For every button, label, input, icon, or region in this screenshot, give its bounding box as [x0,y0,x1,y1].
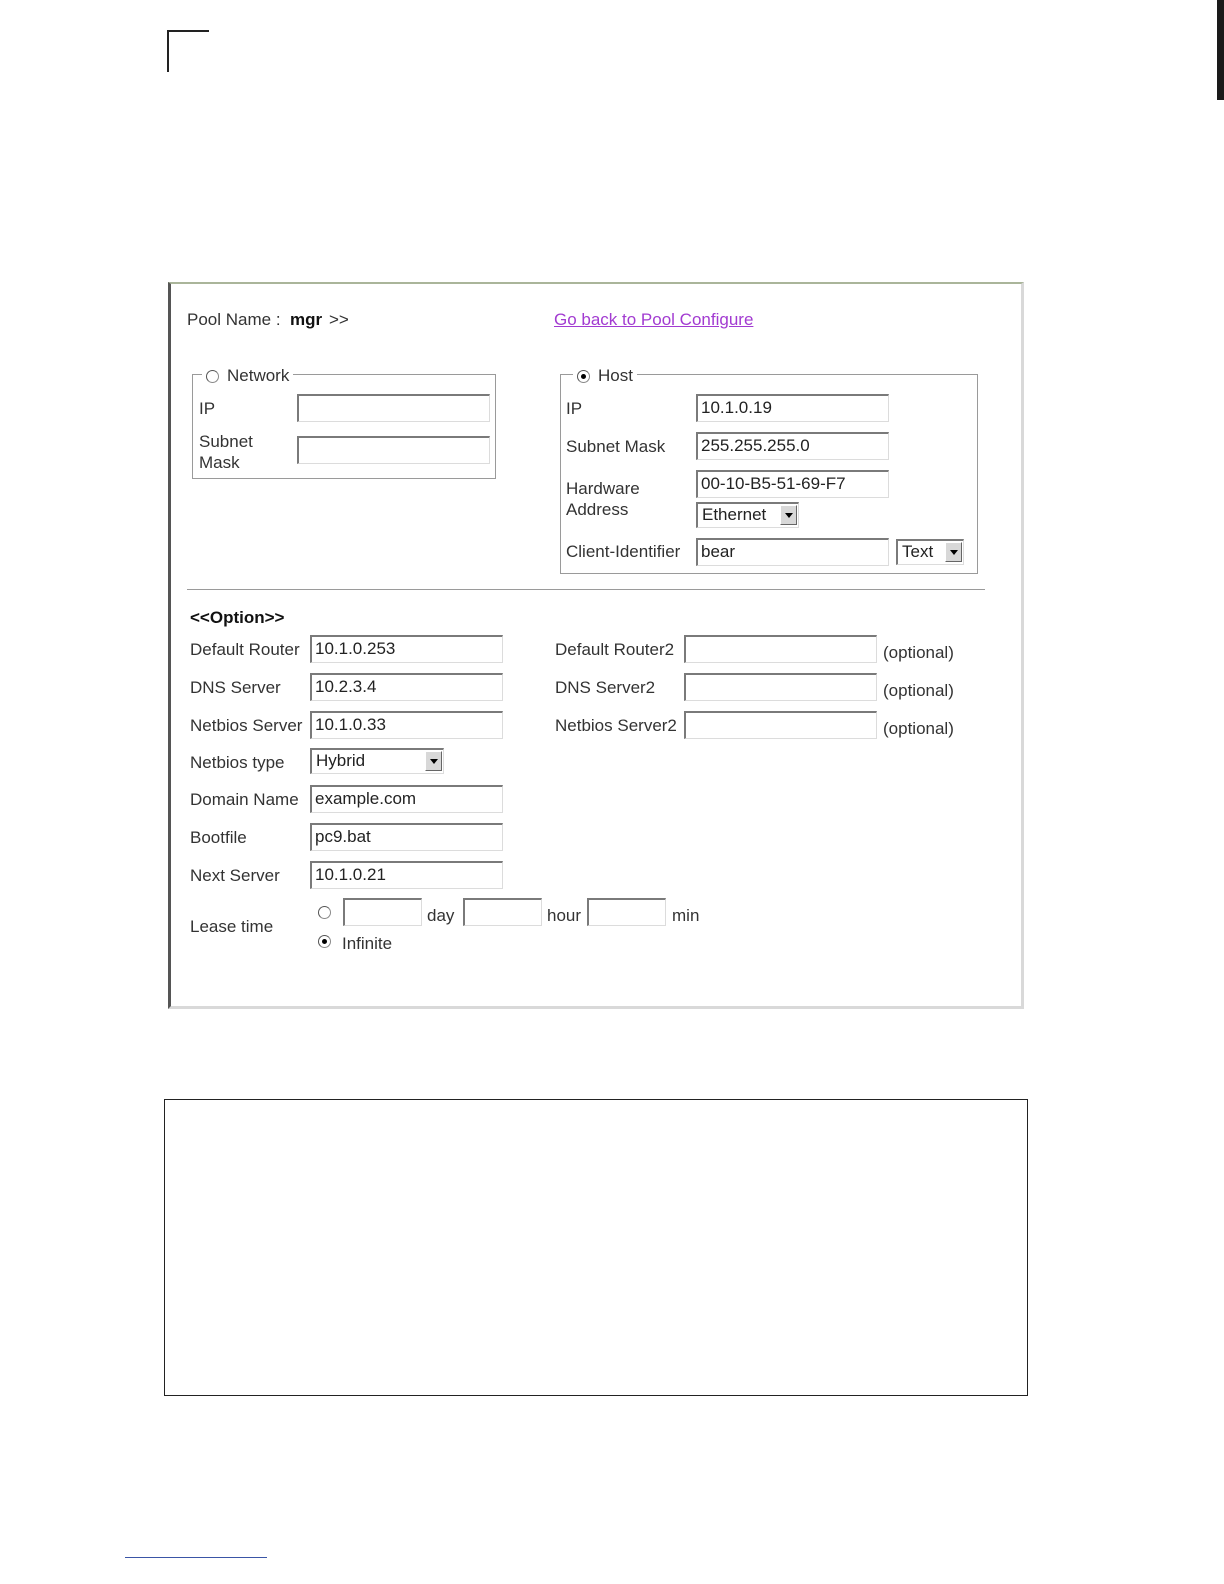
footer-rule [125,1557,267,1558]
network-legend-label: Network [227,366,290,385]
default-router2-label: Default Router2 [555,640,675,659]
lease-infinite-radio[interactable] [318,935,331,948]
network-subnet-label-1: Subnet [199,432,253,451]
host-client-id-label: Client-Identifier [566,542,681,561]
dns-server2-optional: (optional) [883,681,954,700]
bootfile-input[interactable]: pc9.bat [310,823,503,851]
section-divider [187,589,985,591]
host-client-id-type-select[interactable] [896,539,964,565]
netbios-type-value: Hybrid [316,751,366,770]
host-hw-label-1: Hardware [566,479,640,498]
netbios-type-label: Netbios type [190,753,285,772]
netbios-server2-input[interactable] [684,711,877,739]
lease-day-label: day [427,906,455,925]
default-router-input[interactable]: 10.1.0.253 [310,635,503,663]
option-header: <<Option>> [190,608,285,627]
lease-time-label: Lease time [190,917,274,936]
lease-hour-label: hour [547,906,582,925]
crop-mark-vertical [167,30,169,72]
dhcp-pool-config-panel [168,282,1024,1009]
host-subnet-input[interactable]: 255.255.255.0 [696,432,889,460]
dns-server-label: DNS Server [190,678,281,697]
network-subnet-label-2: Mask [199,453,240,472]
next-server-input[interactable]: 10.1.0.21 [310,861,503,889]
domain-name-input[interactable]: example.com [310,785,503,813]
host-hw-type-value: Ethernet [702,505,767,524]
lease-timed-radio[interactable] [318,906,331,919]
dns-server2-input[interactable] [684,673,877,701]
pool-name-value: mgr [290,310,323,329]
netbios-server2-label: Netbios Server2 [555,716,677,735]
host-ip-input[interactable]: 10.1.0.19 [696,394,889,422]
go-back-link[interactable]: Go back to Pool Configure [554,310,754,329]
netbios-server-label: Netbios Server [190,716,303,735]
host-hw-type-select[interactable] [696,502,799,528]
host-hw-label-2: Address [566,500,629,519]
netbios-type-select[interactable] [310,748,444,774]
lease-hour-input[interactable] [463,898,542,926]
host-legend [573,366,637,386]
dns-server-input[interactable]: 10.2.3.4 [310,673,503,701]
default-router-label: Default Router [190,640,300,659]
host-legend-label: Host [598,366,633,385]
chevron-down-icon [945,542,962,562]
host-subnet-label: Subnet Mask [566,437,666,456]
dns-server2-label: DNS Server2 [555,678,656,697]
network-subnet-input[interactable] [297,436,490,464]
lease-min-label: min [672,906,700,925]
host-ip-label: IP [566,399,583,418]
host-radio[interactable] [577,370,590,383]
network-ip-label: IP [199,399,216,418]
default-router2-optional: (optional) [883,643,954,662]
network-radio[interactable] [206,370,219,383]
network-legend [202,366,293,386]
lease-min-input[interactable] [587,898,666,926]
pool-name-suffix: >> [329,310,349,329]
host-hw-address-input[interactable]: 00-10-B5-51-69-F7 [696,470,889,498]
lease-infinite-label: Infinite [342,934,393,953]
chevron-down-icon [780,505,797,525]
page-edge-bar [1217,0,1224,100]
netbios-server-input[interactable]: 10.1.0.33 [310,711,503,739]
chevron-down-icon [425,751,442,771]
default-router2-input[interactable] [684,635,877,663]
crop-mark-horizontal [167,30,209,32]
host-client-id-input[interactable]: bear [696,538,889,566]
host-client-id-type-value: Text [902,542,934,561]
bootfile-label: Bootfile [190,828,247,847]
lease-day-input[interactable] [343,898,422,926]
pool-name-label: Pool Name : [187,310,281,329]
domain-name-label: Domain Name [190,790,299,809]
next-server-label: Next Server [190,866,280,885]
empty-caption-box [164,1099,1028,1396]
network-ip-input[interactable] [297,394,490,422]
netbios-server2-optional: (optional) [883,719,954,738]
